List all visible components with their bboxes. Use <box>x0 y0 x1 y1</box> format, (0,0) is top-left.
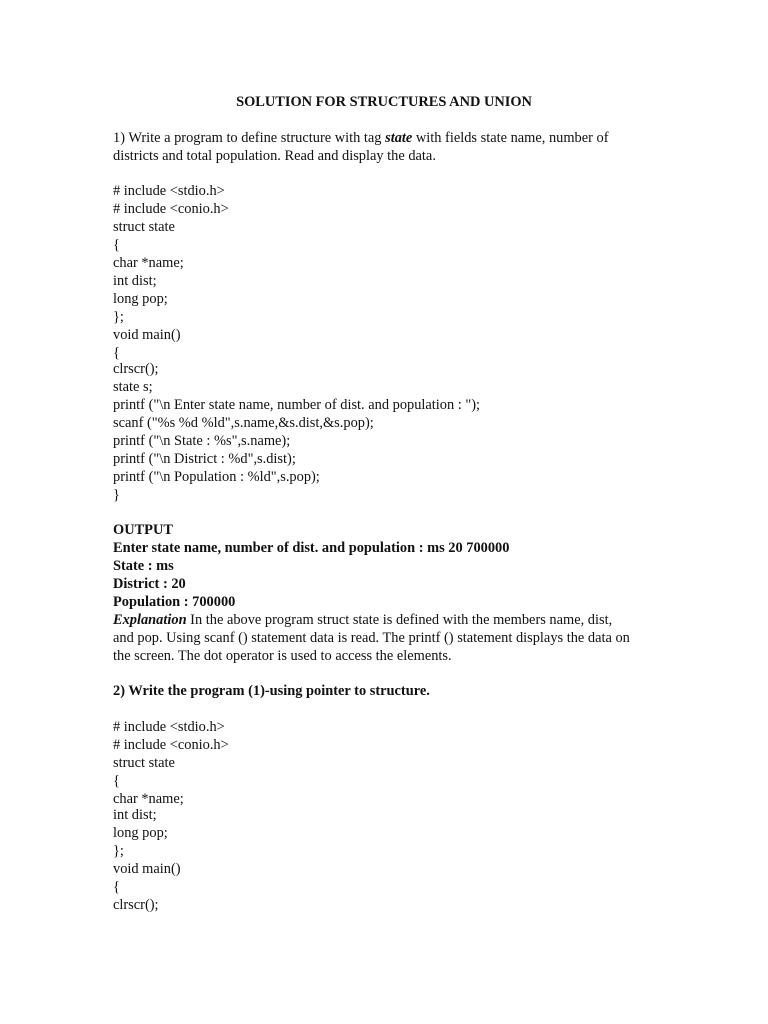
explanation-text: In the above program struct state is defined with the members name, dist, <box>186 612 613 628</box>
struct-tag-name: state <box>385 130 413 146</box>
code-line: char *name; <box>113 255 184 271</box>
code-line: { <box>113 773 120 789</box>
output-heading: OUTPUT <box>113 522 173 538</box>
question-2-heading: 2) Write the program (1)-using pointer to structure. <box>113 683 430 699</box>
code-line: # include <stdio.h> <box>113 719 225 735</box>
question-1-text-start: 1) Write a program to define structure with tag <box>113 130 386 146</box>
explanation-line-3: the screen. The dot operator is used to access the elements. <box>113 648 452 664</box>
output-line: Population : 700000 <box>113 594 236 610</box>
question-1-text-end: with fields state name, number of <box>412 130 609 146</box>
code-line: struct state <box>113 755 175 771</box>
code-line: int dist; <box>113 807 157 823</box>
output-line: District : 20 <box>113 576 186 592</box>
code-line: void main() <box>113 327 181 343</box>
code-line: } <box>113 487 120 503</box>
code-line: }; <box>113 843 124 859</box>
code-line: struct state <box>113 219 175 235</box>
code-line: long pop; <box>113 291 168 307</box>
explanation-line-2: and pop. Using scanf () statement data is read. The printf () statement displays the data on <box>113 630 630 646</box>
explanation-line-1 <box>113 611 612 629</box>
code-line: printf ("\n Enter state name, number of dist. and population : "); <box>113 397 481 413</box>
question-1-line-2: districts and total population. Read and display the data. <box>113 148 436 164</box>
code-line: clrscr(); <box>113 897 159 913</box>
output-line: Enter state name, number of dist. and population : ms 20 700000 <box>113 540 510 556</box>
output-line: State : ms <box>113 558 174 574</box>
code-line: { <box>113 237 120 253</box>
page-title: SOLUTION FOR STRUCTURES AND UNION <box>236 94 532 110</box>
code-line: { <box>113 879 120 895</box>
code-line: void main() <box>113 861 181 877</box>
code-line: scanf ("%s %d %ld",s.name,&s.dist,&s.pop); <box>113 415 374 431</box>
code-line: state s; <box>113 379 153 395</box>
code-line: int dist; <box>113 273 157 289</box>
code-line: { <box>113 345 120 361</box>
code-line: printf ("\n District : %d",s.dist); <box>113 451 296 467</box>
code-line: # include <conio.h> <box>113 201 229 217</box>
code-line: printf ("\n Population : %ld",s.pop); <box>113 469 320 485</box>
code-line: char *name; <box>113 791 184 807</box>
explanation-label: Explanation <box>113 612 187 628</box>
code-line: long pop; <box>113 825 168 841</box>
code-line: }; <box>113 309 124 325</box>
code-line: clrscr(); <box>113 361 159 377</box>
code-line: # include <conio.h> <box>113 737 229 753</box>
question-1-line-1 <box>113 129 609 147</box>
code-line: # include <stdio.h> <box>113 183 225 199</box>
code-line: printf ("\n State : %s",s.name); <box>113 433 291 449</box>
